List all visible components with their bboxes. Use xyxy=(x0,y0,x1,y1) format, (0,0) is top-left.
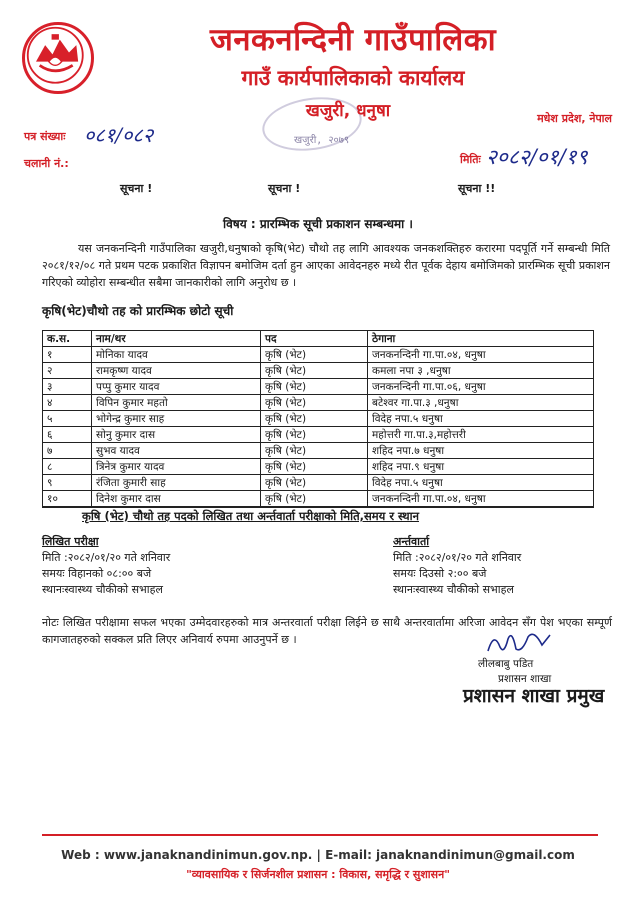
table-header-row xyxy=(43,331,594,347)
table-row xyxy=(43,459,594,475)
table-row xyxy=(43,363,594,379)
notice-heading-3: सूचना !! xyxy=(458,182,496,195)
notice-heading-2: सूचना ! xyxy=(268,182,301,195)
interview-time: समयः दिउसो २:०० बजे xyxy=(393,567,487,580)
cell-name: मोनिका यादव xyxy=(92,347,261,363)
office-location: खजुरी, धनुषा xyxy=(305,101,391,121)
cell-address: जनकनन्दिनी गा.पा.०४, धनुषा xyxy=(368,347,594,363)
cell-address: शहिद नपा.९ धनुषा xyxy=(368,459,594,475)
interview-block xyxy=(393,534,521,598)
cell-name: भोगेन्द्र कुमार साह xyxy=(92,411,261,427)
body-paragraph: यस जनकनन्दिनी गाउँपालिका खजुरी,धनुषाको कृषि(भेट) चौथो तह लागि आवश्यक जनकशक्तिहरु करारमा पदपूर्ति गर्ने सम्बन्धी मिति २०८१/१२/०८ गते प्रथम पटक प्रकाशित विज्ञापन बमोजिम दर्ता हुन आएका आवेदनहरु मध्ये रीत पूर्वक देहाय बमोजिमको प्रारम्भिक सूची प्रकाशन गरिएको व्योहोरा सम्बन्धीत सबैमा जानकारीको लागि अनुरोध छ । xyxy=(42,242,610,289)
cell-sn: १ xyxy=(43,347,92,363)
cell-address: विदेह नपा.५ धनुषा xyxy=(368,475,594,491)
written-exam-heading: लिखित परीक्षा xyxy=(42,535,99,548)
cell-post: कृषि (भेट) xyxy=(261,443,368,459)
municipality-title: जनकनन्दिनी गाउँपालिका xyxy=(209,22,497,58)
table-row xyxy=(43,411,594,427)
table-row xyxy=(43,379,594,395)
shortlist-table xyxy=(42,330,594,508)
dispatch-number-label: चलानी नं.: xyxy=(24,157,69,170)
notice-heading-1: सूचना ! xyxy=(120,182,153,195)
table-row xyxy=(43,491,594,508)
cell-name: विपिन कुमार महतो xyxy=(92,395,261,411)
cell-post: कृषि (भेट) xyxy=(261,427,368,443)
shortlist-title: कृषि(भेट)चौथो तह को प्रारम्भिक छोटो सूची xyxy=(42,304,234,318)
written-exam-place: स्थानःस्वास्थ्य चौकीको सभाहल xyxy=(42,583,163,596)
date-label: मितिः xyxy=(460,153,481,166)
footer-slogan: "व्यावसायिक र सिर्जनशील प्रशासन : विकास, समृद्धि र सुशासन" xyxy=(186,868,450,881)
footer-divider xyxy=(42,834,598,836)
signatory-designation-stamp: प्रशासन शाखा प्रमुख xyxy=(463,685,605,707)
cell-name: पप्पु कुमार यादव xyxy=(92,379,261,395)
signatory-section: प्रशासन शाखा xyxy=(498,673,552,685)
table-row xyxy=(43,395,594,411)
office-subtitle: गाउँ कार्यपालिकाको कार्यालय xyxy=(241,66,465,90)
cell-post: कृषि (भेट) xyxy=(261,395,368,411)
column-header-post: पद xyxy=(261,331,368,347)
cell-name: सुभव यादव xyxy=(92,443,261,459)
cell-sn: ६ xyxy=(43,427,92,443)
cell-sn: ९ xyxy=(43,475,92,491)
cell-name: दिनेश कुमार दास xyxy=(92,491,261,508)
cell-name: त्रिनेत्र कुमार यादव xyxy=(92,459,261,475)
written-exam-block xyxy=(42,534,170,598)
cell-address: जनकनन्दिनी गा.पा.०४, धनुषा xyxy=(368,491,594,508)
date-value: २०८२/०१/१९ xyxy=(486,145,588,169)
written-exam-date: मिति :२०८२/०१/२० गते शनिवार xyxy=(42,551,171,564)
cell-name: सोनु कुमार दास xyxy=(92,427,261,443)
note-paragraph: नोटः लिखित परीक्षामा सफल भएका उम्मेदवारहरुको मात्र अन्तरवार्ता परीक्षा लिईने छ साथै अन्तरवार्तामा अरिजा आवेदन सँग पेश भएका सम्पूर्ण कागजातहरुको सक्कल प्रति लिएर अनिवार्य रुपमा आउनुपर्ने छ । xyxy=(42,616,612,646)
cell-sn: ५ xyxy=(43,411,92,427)
cell-sn: ३ xyxy=(43,379,92,395)
interview-heading: अर्न्तवार्ता xyxy=(393,535,430,548)
table-row xyxy=(43,475,594,491)
cell-address: कमला नपा ३ ,धनुषा xyxy=(368,363,594,379)
interview-place: स्थानःस्वास्थ्य चौकीको सभाहल xyxy=(393,583,514,596)
cell-post: कृषि (भेट) xyxy=(261,363,368,379)
column-header-name: नाम/थर xyxy=(92,331,261,347)
subject-line: विषय : प्रारम्भिक सूची प्रकाशन सम्बन्धमा । xyxy=(223,217,413,231)
cell-address: शहिद नपा.७ धनुषा xyxy=(368,443,594,459)
cell-post: कृषि (भेट) xyxy=(261,491,368,508)
cell-address: विदेह नपा.५ धनुषा xyxy=(368,411,594,427)
table-row xyxy=(43,443,594,459)
cell-post: कृषि (भेट) xyxy=(261,459,368,475)
stamp-text: खजुरी, २०७९ xyxy=(294,135,350,146)
signatory-name: लीलबाबु पडित xyxy=(478,658,534,670)
column-header-address: ठेगाना xyxy=(368,331,594,347)
cell-name: रंजिता कुमारी साह xyxy=(92,475,261,491)
exam-schedule-title: कृषि (भेट) चौथो तह पदको लिखित तथा अर्न्तवार्ता परीक्षाको मिति,समय र स्थान xyxy=(82,509,419,523)
interview-date: मिति :२०८२/०१/२० गते शनिवार xyxy=(393,551,522,564)
cell-sn: ७ xyxy=(43,443,92,459)
cell-address: महोत्तरी गा.पा.३,महोत्तरी xyxy=(368,427,594,443)
written-exam-time: समयः विहानको ०८:०० बजे xyxy=(42,567,152,580)
cell-sn: ४ xyxy=(43,395,92,411)
cell-post: कृषि (भेट) xyxy=(261,411,368,427)
cell-sn: २ xyxy=(43,363,92,379)
cell-post: कृषि (भेट) xyxy=(261,347,368,363)
cell-sn: ८ xyxy=(43,459,92,475)
table-row xyxy=(43,347,594,363)
column-header-sn: क.स. xyxy=(43,331,92,347)
province-label: मधेश प्रदेश, नेपाल xyxy=(537,112,612,125)
cell-name: रामकृष्ण यादव xyxy=(92,363,261,379)
cell-post: कृषि (भेट) xyxy=(261,379,368,395)
table-row xyxy=(43,427,594,443)
cell-address: जनकनन्दिनी गा.पा.०६, धनुषा xyxy=(368,379,594,395)
letter-number-value: ०८१/०८२ xyxy=(84,123,154,147)
letter-number-label: पत्र संख्याः xyxy=(24,130,66,143)
cell-address: बटेश्वर गा.पा.३ ,धनुषा xyxy=(368,395,594,411)
cell-sn: १० xyxy=(43,491,92,508)
cell-post: कृषि (भेट) xyxy=(261,475,368,491)
footer-contact: Web : www.janaknandinimun.gov.np. | E-mail: janaknandinimun@gmail.com xyxy=(61,848,575,862)
signature-scribble xyxy=(484,627,554,657)
